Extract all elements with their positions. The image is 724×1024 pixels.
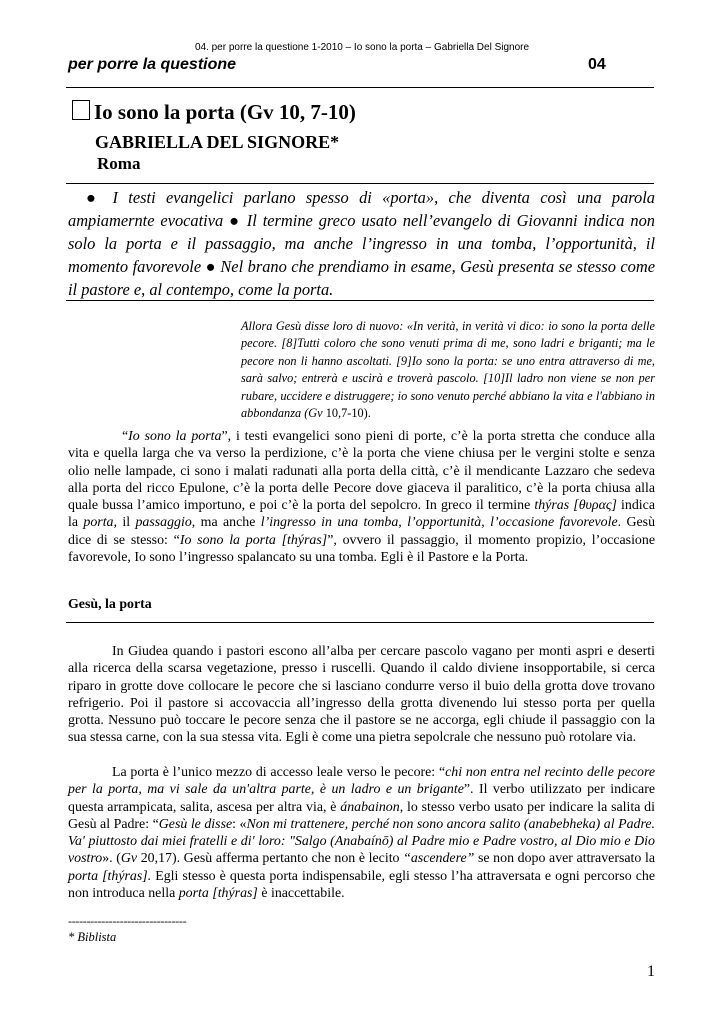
section-rule — [66, 622, 654, 623]
paragraph-door: La porta è l’unico mezzo di accesso leale verso le pecore: “chi non entra nel recinto delle pecore per la porta, ma vi sale da un'altra parte, è un ladro e un brigante”. Il verbo utilizzato per indicare questa arrampicata, salita, ascesa per altra via, è ánabainon, lo stesso verbo usato per indicare la salita di Gesù al Padre: “Gesù le disse: «Non mi trattenere, perché non sono ancora salito (anabebheka) al Padre. Va' piuttosto dai miei fratelli e di' loro: "Salgo (Anabaínō) al Padre mio e Padre vostro, al Dio mio e Dio vostro». (Gv 20,17). Gesù afferma pertanto che non è lecito “ascendere” se non dopo aver attraversato la porta [thýras]. Egli stesso è questa porta indispensabile, egli stesso l’ha attraversata e ogni percorso che non introduca nella porta [thýras] è inaccettabile. — [68, 765, 656, 902]
article-title: Io sono la porta (Gv 10, 7-10) — [94, 100, 356, 124]
paragraph-shepherd: In Giudea quando i pastori escono all’alba per cercare pascolo vagano per monti aspri e deserti alla ricerca della scarsa vegetazione, presso i ruscelli. Quando il caldo diviene insopportabile, si cerca riparo in grotte dove collocare le pecore che si lasciano condurre verso il buio della grotta dove trovano refrigerio. Poi il pastore si accovaccia all’ingresso della grotta divenendo lui stesso porta per quella grotta. Nessuno può toccare le pecore senza che il pastore se ne accorga, egli chiude il passaggio con la sua stessa carne, con la sua stessa vita. Egli è come una pietra sepolcrale che nessuno può rotolare via. — [68, 644, 655, 746]
section-label: per porre la questione — [68, 56, 237, 73]
checkbox-placeholder-icon — [72, 100, 90, 120]
issue-number: 04 — [588, 56, 606, 73]
footnote-separator: -------------------------------- — [68, 914, 187, 928]
running-header: 04. per porre la questione 1-2010 – Io sono la porta – Gabriella Del Signore — [194, 42, 530, 53]
article-author: GABRIELLA DEL SIGNORE* — [95, 132, 340, 152]
article-location: Roma — [97, 154, 141, 173]
page-number: 1 — [647, 963, 655, 980]
title-rule — [66, 183, 654, 184]
footnote: * Biblista — [68, 930, 117, 944]
abstract — [68, 186, 655, 301]
abstract-rule — [66, 300, 654, 301]
header-rule — [66, 87, 654, 88]
abstract-text: ● I testi evangelici parlano spesso di «porta», che diventa così una parola ampiamernte evocativa ● Il termine greco usato nell’evangelo di Giovanni indica non solo la porta e il passaggio, ma anche l’ingresso in una tomba, l’opportunità, il momento favorevole ● Nel brano che prendiamo in esame, Gesù presenta se stesso come il pastore e, al contempo, come la porta. — [68, 188, 655, 299]
section-heading: Gesù, la porta — [68, 597, 152, 612]
paragraph-intro: “Io sono la porta”, i testi evangelici sono pieni di porte, c’è la porta stretta che conduce alla vita e quella larga che va verso la perdizione, c’è la porta che viene chiusa per le vergini stolte e senza olio nelle lampade, ci sono i malati radunati alla porta della città, c’è il mendicante Lazzaro che sedeva alla porta del ricco Epulone, c’è la porta delle Pecore dove giaceva il paralitico, c’è la porta chiusa alla quale bussa l’amico importuno, e poi c’è la porta del sepolcro. In greco il termine thýras [θυρας] indica la porta, il passaggio, ma anche l’ingresso in una tomba, l’opportunità, l’occasione favorevole. Gesù dice di se stesso: “Io sono la porta [thýras]”, ovvero il passaggio, il momento propizio, l’occasione favorevole, Io sono l’ingresso spalancato su una tomba. Egli è il Pastore e la Porta. — [68, 429, 656, 566]
scripture-quote: Allora Gesù disse loro di nuovo: «In verità, in verità vi dico: io sono la porta delle pecore. [8]Tutti coloro che sono venuti prima di me, sono ladri e briganti; ma le pecore non li hanno ascoltati. [9]Io sono la porta: se uno entra attraverso di me, sarà salvo; entrerà e uscirà e troverà pascolo. [10]Il ladro non viene se non per rubare, uccidere e distruggere; io sono venuto perché abbiano la vita e l'abbiano in abbondanza (Gv 10,7-10). — [241, 319, 655, 421]
